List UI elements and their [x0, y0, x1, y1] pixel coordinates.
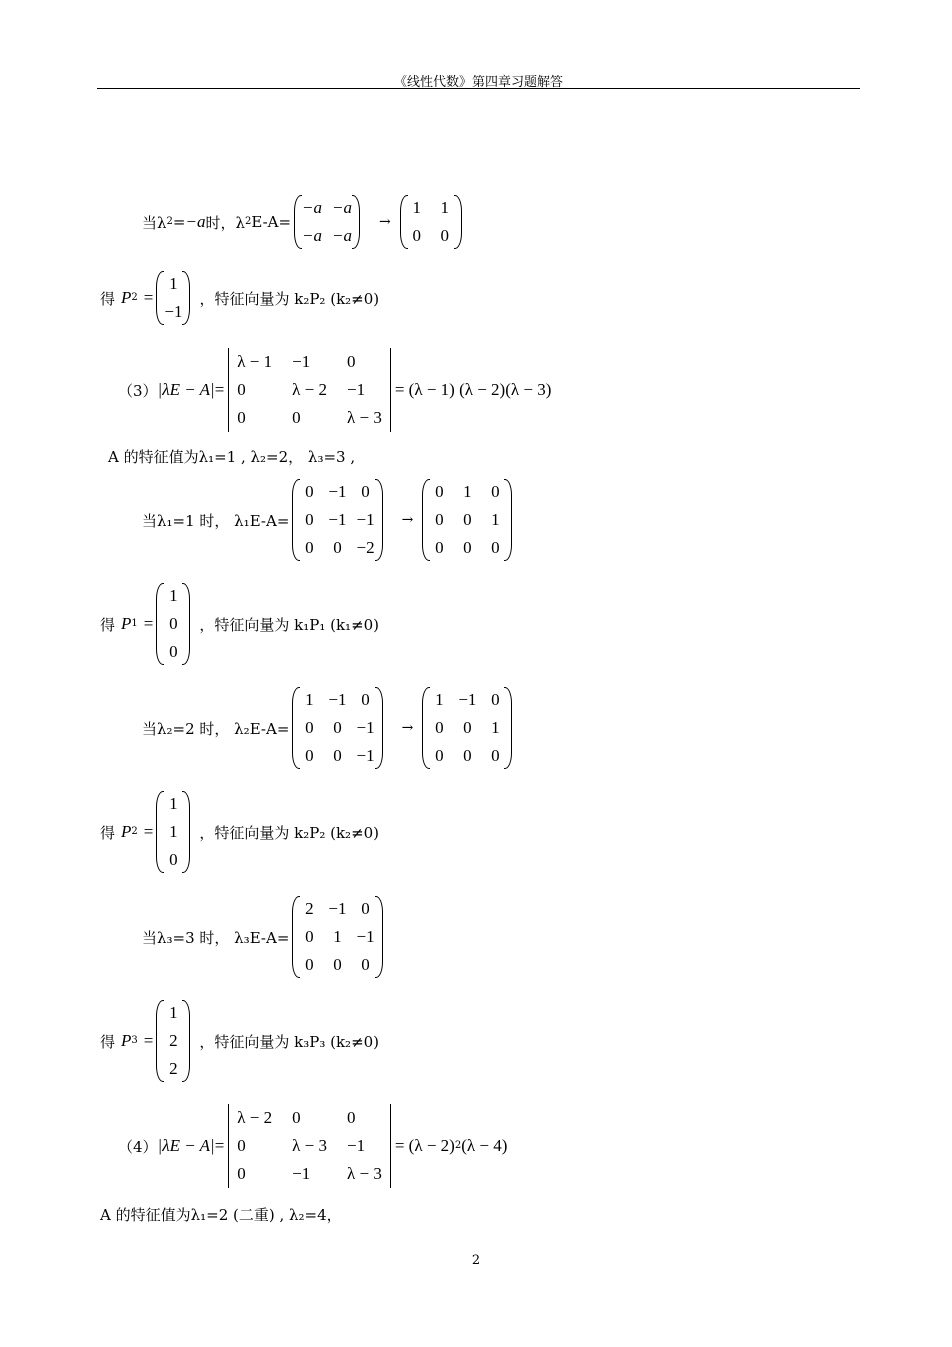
vector-cell: 1	[169, 822, 178, 841]
matrix-cell: 0	[305, 538, 314, 557]
line-p2-vector: 得 P 2 = 1 −1 ，特征向量为 k₂P₂ (k₂≠0)	[100, 270, 379, 326]
det-cell: λ − 2	[292, 380, 327, 399]
matrix-cell: −a	[332, 198, 353, 217]
vector-p3	[156, 999, 190, 1083]
l8-p: P	[121, 822, 132, 841]
det-cell: −1	[346, 1136, 366, 1155]
l1-pre: 当λ	[142, 213, 167, 232]
matrix-l7-b	[422, 686, 512, 770]
vector-cell: 0	[169, 614, 178, 633]
matrix-l7-a	[292, 686, 382, 770]
l10-eq: =	[143, 1031, 154, 1050]
det-cell: 0	[292, 1108, 301, 1127]
matrix-cell: 1	[305, 690, 314, 709]
matrix-cell: 0	[491, 538, 500, 557]
matrix-l5-a	[292, 478, 382, 562]
matrix-cell: −1	[328, 482, 347, 501]
header-rule	[97, 88, 860, 89]
l6-de: 得	[100, 615, 116, 634]
l3-eq: =	[214, 380, 225, 399]
l6-p: P	[121, 614, 132, 633]
line-p2-vector-b: 得 P 2 = 1 1 0 ，特征向量为 k₂P₂ (k₂≠0)	[100, 790, 379, 874]
l11-num: （4）	[118, 1137, 158, 1156]
matrix-cell: 0	[435, 482, 444, 501]
matrix-cell: 1	[435, 690, 444, 709]
matrix-cell: −2	[356, 538, 375, 557]
line-lambda2	[142, 686, 515, 770]
arrow: →	[379, 214, 391, 230]
l2-p: P	[121, 288, 132, 307]
matrix-cell: −1	[458, 690, 477, 709]
det-cell: 0	[237, 1164, 246, 1183]
matrix-cell: 0	[463, 718, 472, 737]
l12-text: A 的特征值为λ₁=2 (二重) , λ₂=4，	[100, 1206, 342, 1224]
l7-text: 当λ₂=2 时， λ₂E-A=	[142, 719, 290, 738]
l10-p: P	[121, 1031, 132, 1050]
l11-rhs-a: = (λ − 2)	[394, 1136, 455, 1155]
l2-eq: =	[143, 288, 154, 307]
page-number: 2	[471, 1253, 481, 1268]
matrix-l9-a	[292, 895, 382, 979]
matrix-cell: 0	[305, 746, 314, 765]
det-cell: 0	[292, 408, 301, 427]
vector-cell: 2	[169, 1059, 178, 1078]
matrix-l1-b	[400, 194, 462, 250]
line-lambda1	[142, 478, 515, 562]
matrix-cell: 0	[435, 510, 444, 529]
det-cell: 0	[346, 1108, 356, 1127]
line-p1-vector: 得 P 1 = 1 0 0 ，特征向量为 k₁P₁ (k₁≠0)	[100, 582, 379, 666]
matrix-cell: 0	[412, 226, 421, 245]
matrix-cell: 0	[333, 538, 342, 557]
matrix-cell: 0	[333, 718, 342, 737]
matrix-cell: 0	[463, 510, 472, 529]
l11-rhs-b: (λ − 4)	[461, 1136, 508, 1155]
matrix-cell: 0	[361, 482, 370, 501]
l8-de: 得	[100, 823, 116, 842]
determinant-l3	[227, 348, 392, 432]
matrix-cell: 0	[361, 899, 370, 918]
l5-text: 当λ₁=1 时， λ₁E-A=	[142, 511, 290, 530]
det-cell: λ − 1	[237, 352, 273, 371]
arrow: →	[401, 512, 414, 528]
matrix-cell: −a	[332, 226, 353, 245]
matrix-cell: 0	[305, 510, 314, 529]
line-det-3	[118, 348, 551, 432]
matrix-cell: 0	[491, 690, 500, 709]
matrix-cell: −a	[302, 198, 323, 217]
matrix-cell: 1	[491, 718, 500, 737]
l4-text: A 的特征值为λ₁=1 , λ₂=2， λ₃=3 ,	[108, 448, 356, 466]
matrix-cell: 2	[305, 899, 314, 918]
matrix-cell: 0	[463, 746, 472, 765]
det-cell: λ − 3	[346, 408, 382, 427]
l2-de: 得	[100, 289, 116, 308]
line-eigenvalues-4	[100, 1204, 342, 1225]
l3-rhs: = (λ − 1) (λ − 2)(λ − 3)	[394, 380, 552, 399]
matrix-cell: 0	[305, 955, 314, 974]
matrix-cell: 0	[435, 718, 444, 737]
l8-text: ，特征向量为 k₂P₂ (k₂≠0)	[199, 823, 380, 842]
l1-eq: =	[172, 213, 186, 231]
matrix-cell: 1	[463, 482, 472, 501]
det-cell: λ − 3	[292, 1136, 327, 1155]
vector-p1	[156, 582, 190, 666]
vector-cell: 1	[169, 586, 178, 605]
matrix-cell: 0	[361, 690, 370, 709]
matrix-cell: 0	[440, 226, 449, 245]
l11-lhs: |λE − A|	[157, 1136, 215, 1155]
vector-cell: 1	[169, 274, 178, 293]
matrix-cell: −1	[328, 899, 347, 918]
vector-cell: 2	[169, 1031, 178, 1050]
det-cell: 0	[237, 1136, 246, 1155]
matrix-cell: 0	[305, 482, 314, 501]
l6-eq: =	[143, 614, 154, 633]
matrix-cell: 1	[412, 198, 421, 217]
det-cell: 0	[237, 408, 246, 427]
matrix-cell: −a	[302, 226, 323, 245]
line-p3-vector: 得 P 3 = 1 2 2 ，特征向量为 k₃P₃ (k₂≠0)	[100, 999, 379, 1083]
line-det-4: （4） |λE − A| = λ − 2 0 0 0 λ − 3 −1 0 −1 λ − 3 = (λ − 2) 2 (λ − 4)	[118, 1104, 507, 1188]
l1-post2: E-A=	[251, 213, 292, 231]
matrix-cell: −1	[356, 718, 375, 737]
line-lambda2-neg-a: 当λ 2 = −a 时，λ 2 E-A= −a −a −a −a → 1 1 0 0	[142, 194, 465, 250]
arrow: →	[401, 720, 414, 736]
l3-num: （3）	[118, 381, 158, 400]
matrix-cell: −1	[356, 510, 375, 529]
matrix-cell: 0	[333, 746, 342, 765]
l8-eq: =	[143, 822, 154, 841]
matrix-cell: −1	[328, 510, 347, 529]
det-cell: −1	[292, 352, 311, 371]
l9-text: 当λ₃=3 时， λ₃E-A=	[142, 928, 290, 947]
vector-cell: 1	[169, 794, 178, 813]
l1-post: 时，λ	[205, 213, 245, 232]
l1-value: −a	[185, 212, 206, 231]
matrix-cell: 0	[361, 955, 370, 974]
matrix-cell: 0	[305, 927, 314, 946]
matrix-cell: 0	[491, 746, 500, 765]
matrix-cell: 0	[435, 538, 444, 557]
l3-lhs: |λE − A|	[157, 380, 215, 399]
l2-text: ，特征向量为 k₂P₂ (k₂≠0)	[199, 289, 380, 308]
vector-cell: 0	[169, 642, 178, 661]
l6-text: ，特征向量为 k₁P₁ (k₁≠0)	[199, 615, 380, 634]
l11-eq: =	[214, 1136, 225, 1155]
matrix-cell: 1	[440, 198, 449, 217]
l10-text: ，特征向量为 k₃P₃ (k₂≠0)	[199, 1032, 380, 1051]
line-eigenvalues-3	[108, 446, 355, 467]
vector-p2	[156, 270, 190, 326]
matrix-l5-b	[422, 478, 512, 562]
det-cell: −1	[292, 1164, 311, 1183]
l10-de: 得	[100, 1032, 116, 1051]
matrix-cell: 1	[333, 927, 342, 946]
det-cell: λ − 2	[237, 1108, 273, 1127]
vector-cell: 0	[169, 850, 178, 869]
matrix-l1-a	[294, 194, 360, 250]
vector-cell: 1	[169, 1003, 178, 1022]
matrix-cell: 0	[491, 482, 500, 501]
vector-cell: −1	[164, 302, 183, 321]
matrix-cell: −1	[356, 746, 375, 765]
line-lambda3	[142, 895, 386, 979]
det-cell: −1	[346, 380, 366, 399]
vector-p2b	[156, 790, 190, 874]
det-cell: 0	[346, 352, 356, 371]
det-cell: 0	[237, 380, 246, 399]
det-cell: λ − 3	[346, 1164, 382, 1183]
matrix-cell: 0	[305, 718, 314, 737]
determinant-l11	[227, 1104, 392, 1188]
matrix-cell: 0	[435, 746, 444, 765]
matrix-cell: −1	[356, 927, 375, 946]
page-header-title: 《线性代数》第四章习题解答	[393, 75, 563, 90]
matrix-cell: 0	[333, 955, 342, 974]
matrix-cell: −1	[328, 690, 347, 709]
matrix-cell: 1	[491, 510, 500, 529]
matrix-cell: 0	[463, 538, 472, 557]
